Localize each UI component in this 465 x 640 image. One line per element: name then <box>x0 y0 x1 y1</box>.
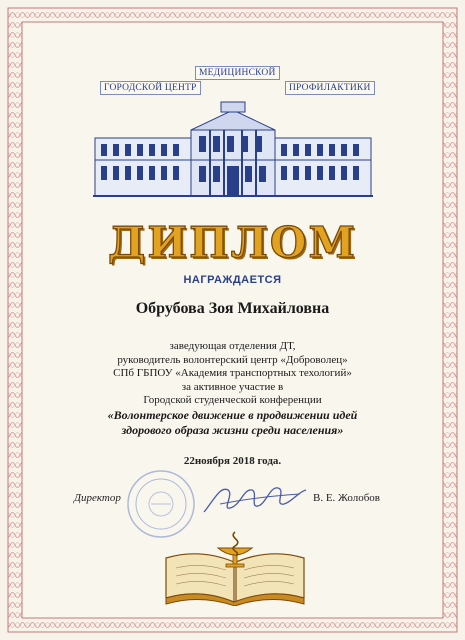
recipient-name: Обрубова Зоя Михайловна <box>135 300 330 317</box>
citation-line: СПб ГБПОУ «Академия транспортных техологий» <box>113 367 352 380</box>
citation-line: заведующая отделения ДТ, <box>169 340 296 352</box>
logo-label-right: ПРОФИЛАКТИКИ <box>285 81 375 95</box>
citation-line: руководитель волонтерский центр «Доброволец» <box>117 353 348 366</box>
award-date: 22ноября 2018 года. <box>183 455 282 467</box>
director-label: Директор <box>74 492 121 504</box>
awarded-heading: НАГРАЖДАЕТСЯ <box>183 274 282 286</box>
open-book-emblem-icon <box>160 528 310 606</box>
citation-line: за активное участие в <box>181 380 284 393</box>
diploma-title: ДИПЛОМ <box>108 218 357 267</box>
topic-line: «Волонтерское движение в продвижении идей <box>107 407 358 422</box>
citation-text <box>0 340 465 438</box>
citation-line: Городской студенческой конференции <box>143 394 322 407</box>
director-name: В. Е. Жолобов <box>313 492 380 504</box>
building-logo-icon <box>93 100 373 200</box>
logo-label-top: МЕДИЦИНСКОЙ <box>195 66 280 80</box>
handwritten-signature-icon <box>200 478 310 518</box>
logo-label-left: ГОРОДСКОЙ ЦЕНТР <box>100 81 201 95</box>
topic-line: здорового образа жизни среди населения» <box>121 422 344 437</box>
